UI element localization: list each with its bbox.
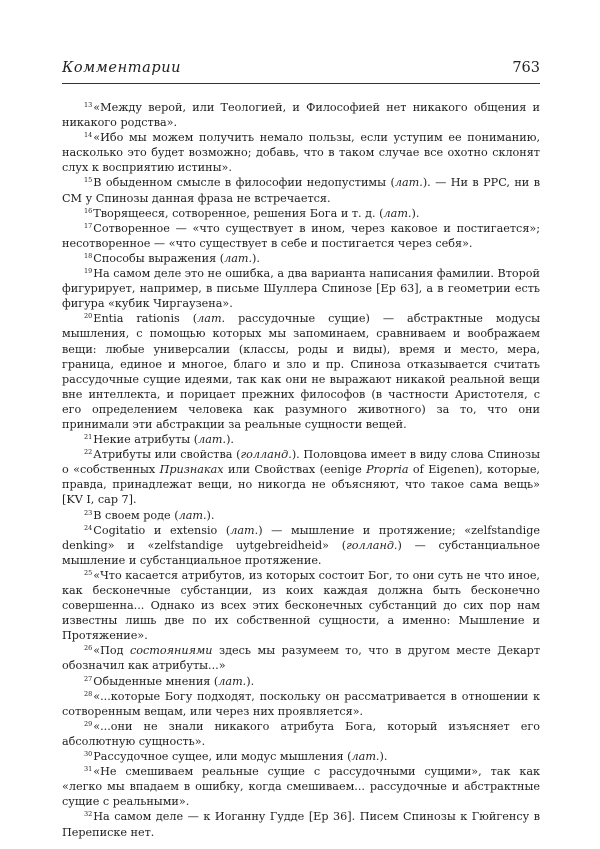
note-number: 29 xyxy=(84,719,93,728)
endnote: $^{18}$Способы выражения (лат.). xyxy=(84,251,260,265)
note-number: 19 xyxy=(84,267,93,276)
endnote: $^{15}$В обыденном смысле в философии недопустимы (лат.). — Ни в PPC, ни в CM у Спинозы данная фраза не встречается. xyxy=(62,176,540,205)
note-number: 13 xyxy=(84,101,93,109)
endnote: $^{26}$«Под состояниями здесь мы разумеем то, что в другом месте Декарт обозначил как атрибуты...» xyxy=(62,644,541,673)
endnote: $^{25}$«Что касается атрибутов, из которых состоит Бог, то они суть не что иное, как бесконечные субстанции, из коих каждая должна быть бесконечно совершенна... Однако из всех этих бесконечных субстанций до сих пор нам известны лишь две по их собственной сущности, а именно: Мышление и Протяжение». xyxy=(62,568,540,643)
note-number: 18 xyxy=(84,251,93,260)
note-number: 15 xyxy=(84,176,93,185)
endnote: $^{31}$«Не смешиваем реальные сущие с рассудочными сущими», так как «легко мы впадаем в ошибку, когда смешиваем... рассудочные и абстрактные сущие с реальными». xyxy=(62,765,540,809)
endnote: $^{14}$«Ибо мы можем получить немало пользы, если уступим ее пониманию, насколько это будет возможно; добавь, что в таком случае все охотно склонят слух к восприятию истины». xyxy=(62,131,540,175)
endnote: $^{28}$«...которые Богу подходят, поскольку он рассматривается в отношении к сотворенным вещам, или через них проявляется». xyxy=(62,689,540,718)
endnote: $^{19}$На самом деле это не ошибка, а два варианта написания фамилии. Второй фигурирует, например, в письме Шуллера Спинозе [Ep 63], а в геометрии есть фигура «кубик Чиргаузена». xyxy=(62,267,540,311)
endnote: $^{17}$Сотворенное — «что существует в ином, через каковое и постигается»; несотворенное — «что существует в себе и постигается через себя». xyxy=(62,221,540,250)
endnote: $^{22}$Атрибуты или свойства (голланд.). Половцова имеет в виду слова Спинозы о «собственных Признаках или Свойствах (eenige Propria of Eigenen), которые, правда, принадлежат вещи, но никогда не объясняют, что такое сама вещь» [KV I, cap 7]. xyxy=(62,448,540,507)
endnote: $^{21}$Некие атрибуты (лат.). xyxy=(84,433,234,447)
note-number: 21 xyxy=(84,433,93,442)
endnote: $^{24}$Cogitatio и extensio (лат.) — мышление и протяжение; «zelfstandige denking» и «zelfstandige uytgebreidheid» (голланд.) — субстанциальное мышление и субстанциальное протяжение. xyxy=(62,523,540,567)
note-number: 28 xyxy=(84,689,93,698)
endnote: $^{20}$Entia rationis (лат. рассудочные сущие) — абстрактные модусы мышления, с помощью которых мы запоминаем, сравниваем и воображаем вещи: любые универсалии (классы, роды и виды), время и место, мера, граница, единое и многое, благо и зло и пр. Спиноза отказывается считать рассудочные сущие идеями, так как они не выражают никакой реальной вещи вне интеллекта, и порицает прежних философов (в частности Аристотеля, с его определением человека как разумного животного) за то, что они принимали эти абстракции за реальные сущности вещей. xyxy=(62,312,540,431)
endnote: $^{23}$В своем роде (лат.). xyxy=(84,508,215,522)
note-number: 17 xyxy=(84,221,93,230)
endnote: $^{27}$Обыденные мнения (лат.). xyxy=(84,674,255,688)
endnote: $^{13}$«Между верой, или Теологией, и Философией нет никакого общения и никакого родства». xyxy=(62,101,540,130)
running-header xyxy=(62,60,540,82)
page-number: 763 xyxy=(512,60,540,76)
running-title: Комментарии xyxy=(62,60,182,76)
note-number: 16 xyxy=(84,206,93,215)
note-number: 22 xyxy=(84,448,93,457)
endnote: $^{32}$На самом деле — к Иоганну Гудде [Ep 36]. Писем Спинозы к Гюйгенсу в Переписке нет. xyxy=(62,810,540,839)
note-number: 24 xyxy=(84,523,93,532)
header-rule xyxy=(62,83,540,84)
note-number: 32 xyxy=(84,810,93,819)
note-number: 31 xyxy=(84,765,93,774)
note-number: 26 xyxy=(84,644,93,653)
endnote: $^{16}$Творящееся, сотворенное, решения Бога и т. д. (лат.). xyxy=(84,206,420,220)
endnote: $^{29}$«...они не знали никакого атрибута Бога, который изъясняет его абсолютную сущность». xyxy=(62,719,540,748)
note-number: 30 xyxy=(84,750,93,759)
endnotes xyxy=(62,100,540,840)
note-number: 27 xyxy=(84,674,93,683)
note-number: 25 xyxy=(84,568,93,577)
note-number: 14 xyxy=(84,131,93,140)
note-number: 20 xyxy=(84,312,93,321)
endnote: $^{30}$Рассудочное сущее, или модус мышления (лат.). xyxy=(84,750,388,764)
note-number: 23 xyxy=(84,508,93,517)
